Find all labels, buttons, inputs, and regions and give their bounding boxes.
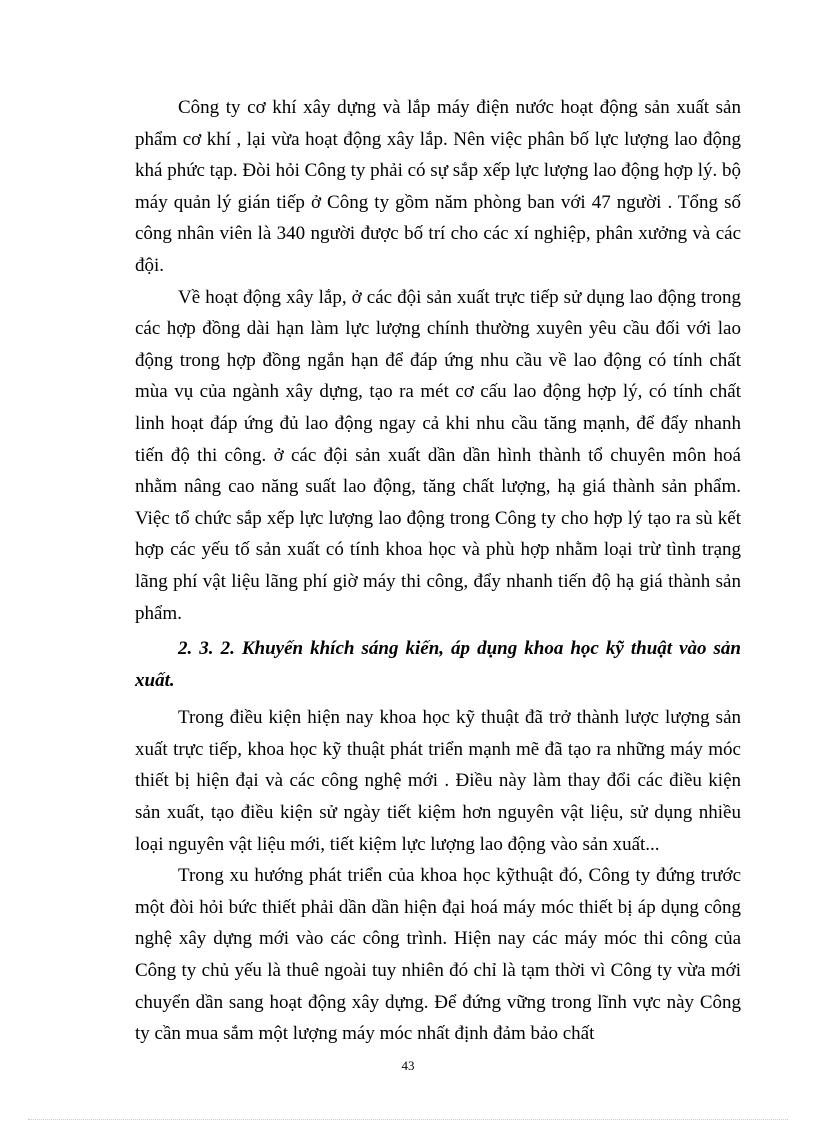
paragraph-3: Trong điều kiện hiện nay khoa học kỹ thuật đã trở thành lược lượng sản xuất trực tiếp, khoa học kỹ thuật phát triển mạnh mẽ đã tạo ra những máy móc thiết bị hiện đại và các công nghệ mới . Điều này làm thay đổi các điều kiện sản xuất, tạo điều kiện sử ngày tiết kiệm hơn nguyên vật liệu, sử dụng nhiều loại nguyên vật liệu mới, tiết kiệm lực lượng lao động vào sản xuất... [135, 707, 741, 855]
paragraph-2: Về hoạt động xây lắp, ở các đội sản xuất trực tiếp sử dụng lao động trong các hợp đồng dài hạn làm lực lượng chính thường xuyên yêu cầu đối với lao động trong hợp đồng ngắn hạn để đáp ứng nhu cầu về lao động có tính chất mùa vụ của ngành xây dựng, tạo ra mét cơ cấu lao động hợp lý, có tính chất linh hoạt đáp ứng đủ lao động ngay cả khi nhu cầu tăng mạnh, để đẩy nhanh tiến độ thi công. ở các đội sản xuất dần dần hình thành tổ chuyên môn hoá nhằm nâng cao năng suất lao động, tăng chất lượng, hạ giá thành sản phẩm. Việc tổ chức sắp xếp lực lượng lao động trong Công ty cho hợp lý tạo ra sù kết hợp các yếu tố sản xuất có tính khoa học và phù hợp nhằm loại trừ tình trạng lãng phí vật liệu lãng phí giờ máy thi công, đẩy nhanh tiến độ hạ giá thành sản phẩm. [135, 286, 741, 624]
paragraph-4: Trong xu hướng phát triển của khoa học kỹthuật đó, Công ty đứng trước một đòi hỏi bức thiết phải dần dần hiện đại hoá máy móc thiết bị áp dụng công nghệ xây dựng mới vào các công trình. Hiện nay các máy móc thi công của Công ty chủ yếu là thuê ngoài tuy nhiên đó chỉ là tạm thời vì Công ty vừa mới chuyển dần sang hoạt động xây dựng. Để đứng vững trong lĩnh vực này Công ty cần mua sắm một lượng máy móc nhất định đảm bảo chất [135, 865, 741, 1045]
page-number: 43 [401, 1058, 415, 1073]
section-heading: 2. 3. 2. Khuyến khích sáng kiến, áp dụng khoa học kỹ thuật vào sản xuất. [135, 638, 741, 691]
page-body [135, 92, 741, 1050]
paragraph-1: Công ty cơ khí xây dựng và lắp máy điện nước hoạt động sản xuất sản phẩm cơ khí , lại vừa hoạt động xây lắp. Nên việc phân bố lực lượng lao động khá phức tạp. Đòi hỏi Công ty phải có sự sắp xếp lực lượng lao động hợp lý. bộ máy quản lý gián tiếp ở Công ty gồm năm phòng ban với 47 người . Tổng số công nhân viên là 340 người được bố trí cho các xí nghiệp, phân xưởng và các đội. [135, 97, 741, 276]
page-bottom-divider [28, 1119, 788, 1120]
